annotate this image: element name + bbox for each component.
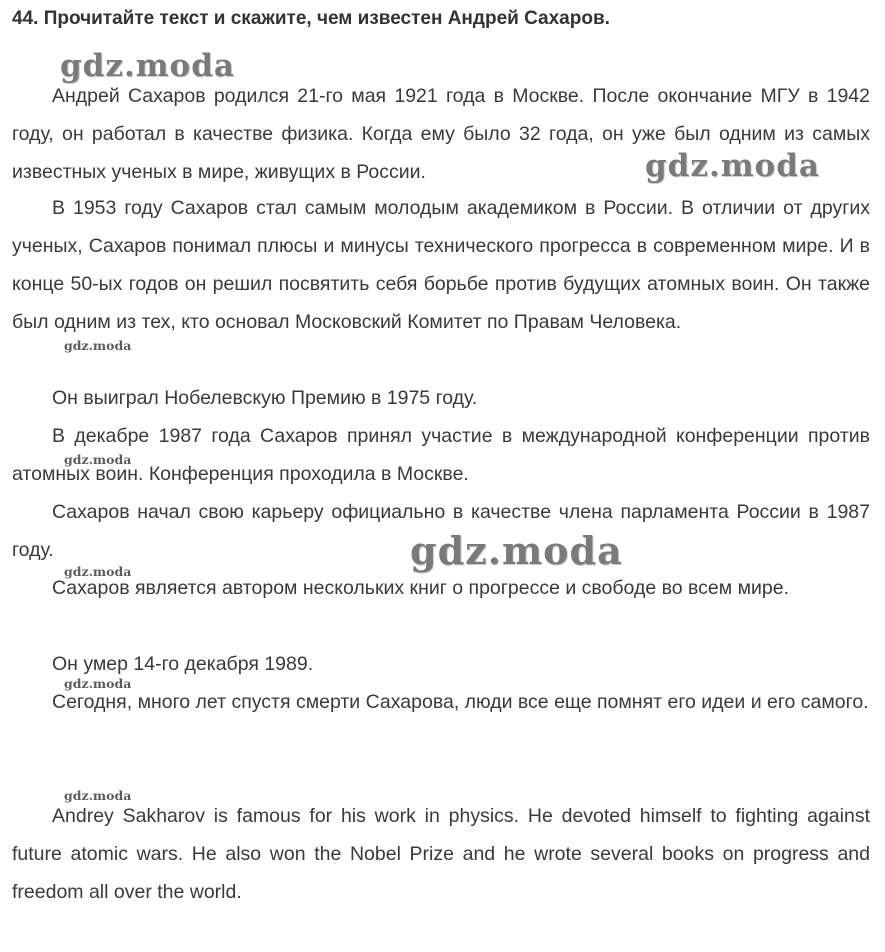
exercise-title: 44. Прочитайте текст и скажите, чем известен Андрей Сахаров.: [12, 8, 610, 29]
watermark: gdz.moda: [645, 148, 820, 184]
watermark: gdz.moda: [60, 48, 235, 84]
watermark: gdz.moda: [64, 676, 132, 691]
paragraph-nobel: Он выиграл Нобелевскую Премию в 1975 году.: [52, 387, 478, 409]
paragraph-english-answer: Andrey Sakharov is famous for his work in physics. He devoted himself to fighting against future atomic wars. He also won the Nobel Prize and he wrote several books on progress and freedom all over the world.: [12, 805, 870, 903]
paragraph-parliament: Сахаров начал свою карьеру официально в качестве члена парламента России в 1987 году.: [12, 501, 870, 561]
paragraph-birth: Андрей Сахаров родился 21-го мая 1921 года в Москве. После окончание МГУ в 1942 году, он работал в качестве физика. Когда ему было 32 года, он уже был одним из самых известных ученых в мире, живущих в России.: [12, 85, 870, 183]
paragraph-books: Сахаров является автором нескольких книг о прогрессе и свободе во всем мире.: [52, 577, 789, 599]
paragraph-academic: В 1953 году Сахаров стал самым молодым академиком в России. В отличии от других ученых, Сахаров понимал плюсы и минусы технического прогресса в современном мире. И в конце 50-ых годов он решил посвятить себя борьбе против будущих атомных воин. Он также был одним из тех, кто основал Московский Комитет по Правам Человека.: [12, 197, 870, 333]
paragraph-legacy: Сегодня, много лет спустя смерти Сахарова, люди все еще помнят его идеи и его самого.: [52, 691, 869, 713]
watermark: gdz.moda: [64, 788, 132, 803]
watermark: gdz.moda: [64, 338, 132, 353]
paragraph-death: Он умер 14-го декабря 1989.: [52, 653, 314, 675]
watermark: gdz.moda: [410, 528, 623, 573]
paragraph-conference: В декабре 1987 года Сахаров принял участие в международной конференции против атомных воин. Конференция проходила в Москве.: [12, 425, 870, 485]
watermark: gdz.moda: [64, 564, 132, 579]
watermark: gdz.moda: [64, 452, 132, 467]
